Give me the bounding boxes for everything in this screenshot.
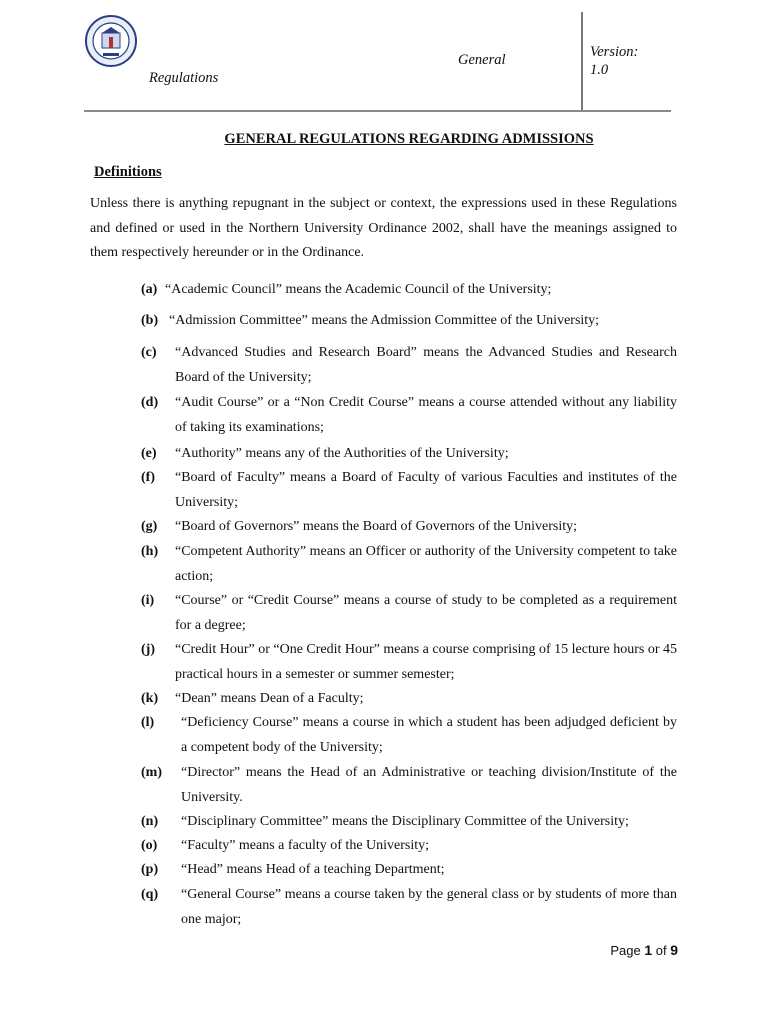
definition-text: “Deficiency Course” means a course in which a student has been adjudged deficient by a competent body of the University; (181, 715, 677, 755)
header-regulations-label: Regulations (149, 70, 219, 86)
definition-text: “Audit Course” or a “Non Credit Course” means a course attended without any liability of taking its examinations; (175, 395, 677, 435)
page-word: Page (610, 943, 641, 958)
definition-text: “Disciplinary Committee” means the Disciplinary Committee of the University; (181, 814, 629, 829)
current-page-number: 1 (644, 942, 653, 958)
definition-item (141, 391, 677, 440)
definition-label: (q) (141, 887, 159, 902)
definition-item (141, 341, 677, 390)
definition-text: “Credit Hour” or “One Credit Hour” means a course comprising of 15 lecture hours or 45 practical hours in a semester or summer semester; (175, 642, 677, 682)
definition-item (141, 540, 677, 589)
version-label: Version: (590, 44, 639, 60)
definition-text: “Head” means Head of a teaching Department; (181, 862, 445, 877)
definition-label: (c) (141, 345, 157, 360)
document-title: GENERAL REGULATIONS REGARDING ADMISSIONS (224, 131, 594, 147)
total-pages-number: 9 (670, 942, 678, 958)
page-number-footer (610, 942, 678, 958)
definition-label: (o) (141, 838, 158, 853)
definition-text: “Admission Committee” means the Admission Committee of the University; (169, 313, 600, 328)
definition-item (141, 278, 677, 303)
definition-item (141, 515, 677, 540)
definition-label: (j) (141, 642, 155, 657)
definition-text: “Director” means the Head of an Administrative or teaching division/Institute of the University. (181, 765, 677, 805)
definition-text: “Board of Faculty” means a Board of Faculty of various Faculties and institutes of the University; (175, 470, 677, 510)
definition-label: (b) (141, 313, 159, 328)
definition-label: (h) (141, 544, 159, 559)
definition-text: “Course” or “Credit Course” means a course of study to be completed as a requirement for a degree; (175, 593, 677, 633)
definition-item (141, 309, 677, 334)
definition-text: “General Course” means a course taken by the general class or by students of more than one major; (181, 887, 677, 927)
definition-item (141, 834, 677, 859)
definition-item (141, 638, 677, 687)
definition-item (141, 687, 677, 712)
definition-label: (i) (141, 593, 155, 608)
definition-text: “Dean” means Dean of a Faculty; (175, 691, 364, 706)
definition-text: “Board of Governors” means the Board of Governors of the University; (175, 519, 578, 534)
definition-item (141, 711, 677, 760)
definition-label: (n) (141, 814, 159, 829)
definition-item (141, 883, 677, 932)
definition-label: (a) (141, 282, 158, 297)
definition-label: (m) (141, 765, 162, 780)
definition-item (141, 589, 677, 638)
definition-label: (l) (141, 715, 155, 730)
definition-label: (g) (141, 519, 158, 534)
definition-label: (p) (141, 862, 159, 877)
definition-item (141, 442, 677, 467)
definition-label: (k) (141, 691, 159, 706)
of-word: of (655, 943, 667, 958)
version-value: 1.0 (590, 62, 609, 78)
definition-label: (d) (141, 395, 159, 410)
intro-paragraph: Unless there is anything repugnant in the subject or context, the expressions used in these Regulations and defined or used in the Northern University Ordinance 2002, shall have the meanings assigned to them respectively hereunder or in the Ordinance. (90, 196, 677, 260)
definition-item (141, 761, 677, 810)
definition-text: “Competent Authority” means an Officer or authority of the University competent to take action; (175, 544, 677, 584)
definition-label: (f) (141, 470, 155, 485)
definition-text: “Advanced Studies and Research Board” means the Advanced Studies and Research Board of the University; (175, 345, 677, 385)
definition-text: “Academic Council” means the Academic Council of the University; (165, 282, 552, 297)
header-general-label: General (458, 52, 506, 68)
definition-text: “Authority” means any of the Authorities of the University; (175, 446, 509, 461)
definition-label: (e) (141, 446, 157, 461)
definition-text: “Faculty” means a faculty of the University; (181, 838, 430, 853)
section-heading: Definitions (94, 164, 162, 180)
definition-item (141, 466, 677, 515)
definition-item (141, 810, 677, 835)
definition-item (141, 858, 677, 883)
